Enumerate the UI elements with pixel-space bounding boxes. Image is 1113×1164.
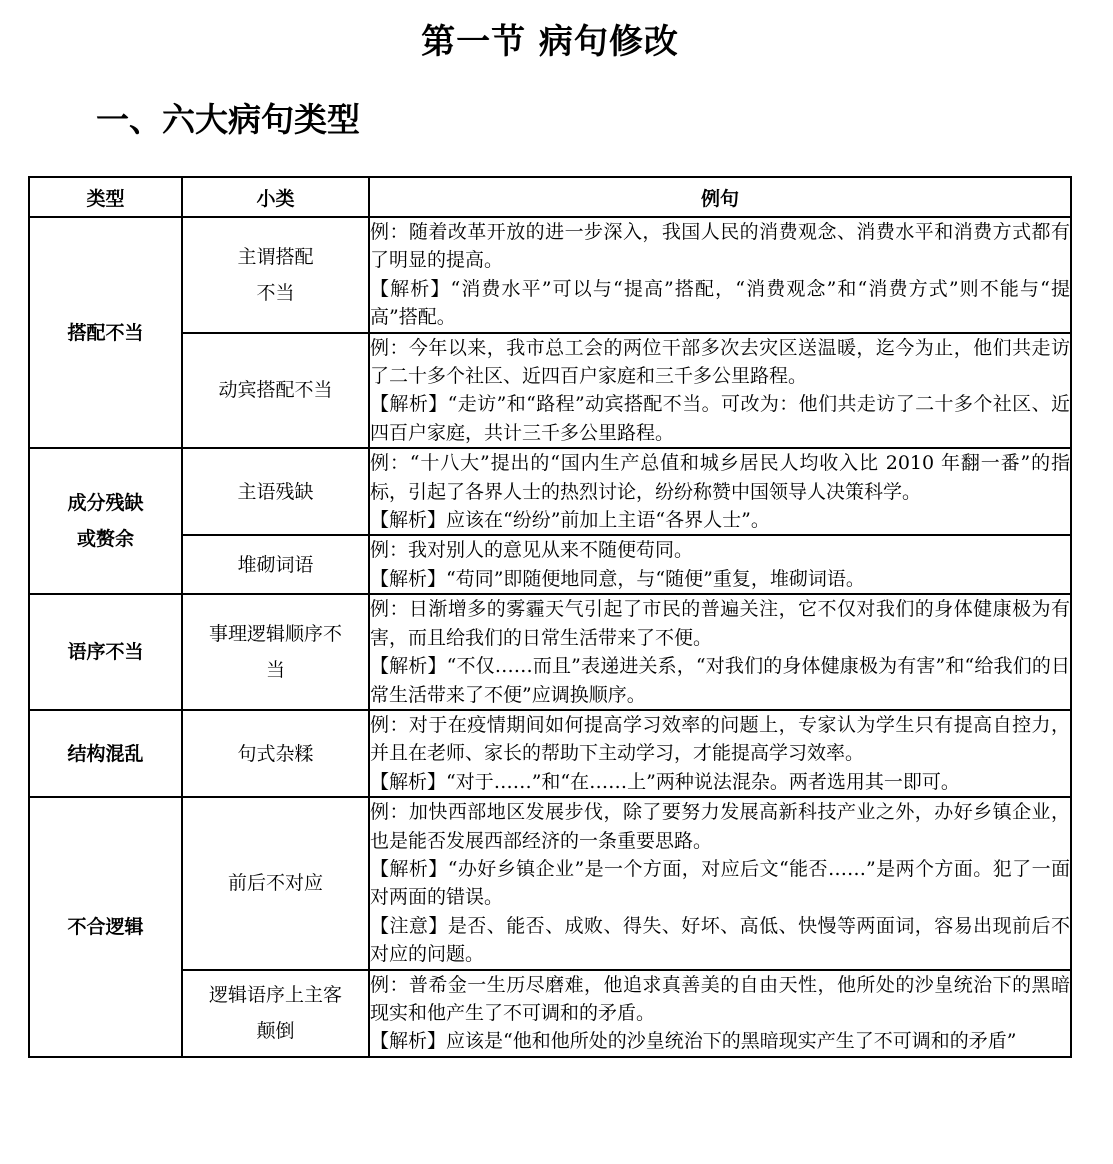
example-text: 例：今年以来，我市总工会的两位干部多次去灾区送温暖，迄今为止，他们共走访了二十多个社区、近四百户家庭和三千多公里路程。 (370, 336, 1070, 388)
type-label: 成分残缺 (67, 492, 144, 515)
subtype-label: 主谓搭配 (237, 245, 314, 268)
subtype-cell (182, 710, 369, 797)
subtype-cell (182, 217, 369, 333)
example-cell (369, 333, 1071, 449)
analysis-text: 【解析】“对于……”和“在……上”两种说法混杂。两者选用其一即可。 (370, 770, 960, 793)
subtype-cell (182, 797, 369, 969)
subtype-label: 前后不对应 (227, 872, 323, 895)
subtype-cell (182, 594, 369, 710)
example-cell (369, 970, 1071, 1057)
example-text: 例：对于在疫情期间如何提高学习效率的问题上，专家认为学生只有提高自控力，并且在老师、家长的帮助下主动学习，才能提高学习效率。 (370, 713, 1070, 765)
example-cell (369, 797, 1071, 969)
example-cell (369, 448, 1071, 535)
type-label: 语序不当 (67, 641, 144, 664)
table-row (29, 217, 1071, 333)
subtype-label: 句式杂糅 (237, 742, 314, 765)
type-cell (29, 710, 182, 797)
subtype-label: 堆砌词语 (237, 553, 314, 576)
subtype-label: 当 (265, 659, 285, 682)
example-cell (369, 535, 1071, 594)
example-cell (369, 594, 1071, 710)
analysis-text: 【解析】“苟同”即随便地同意，与“随便”重复，堆砌词语。 (370, 567, 865, 590)
type-label: 搭配不当 (67, 321, 144, 344)
sentence-error-table (28, 176, 1072, 1058)
type-label: 不合逻辑 (67, 915, 144, 938)
table-row (29, 710, 1071, 797)
subtype-label: 不当 (256, 281, 295, 304)
subtype-cell (182, 970, 369, 1057)
subtype-cell (182, 333, 369, 449)
example-text: 例：普希金一生历尽磨难，他追求真善美的自由天性，他所处的沙皇统治下的黑暗现实和他产生了不可调和的矛盾。 (370, 973, 1070, 1024)
example-text: 例：随着改革开放的进一步深入，我国人民的消费观念、消费水平和消费方式都有了明显的提高。 (370, 221, 1070, 272)
type-label: 结构混乱 (67, 742, 144, 765)
page-title: 第一节 病句修改 (421, 22, 679, 62)
analysis-text: 【解析】“办好乡镇企业”是一个方面，对应后文“能否……”是两个方面。犯了一面对两面的错误。 (370, 857, 1070, 909)
analysis-text: 【解析】“消费水平”可以与“提高”搭配，“消费观念”和“消费方式”则不能与“提高”搭配。 (370, 277, 1070, 329)
type-cell (29, 797, 182, 1057)
table-row (29, 594, 1071, 710)
subtype-label: 颠倒 (256, 1020, 295, 1043)
type-label: 或赘余 (76, 528, 134, 551)
table-row (29, 333, 1071, 449)
table-row (29, 448, 1071, 535)
example-text: 例：“十八大”提出的“国内生产总值和城乡居民人均收入比 2010 年翻一番”的指标，引起了各界人士的热烈讨论，纷纷称赞中国领导人决策科学。 (370, 452, 1070, 503)
header-subtype: 小类 (182, 177, 369, 217)
subtype-label: 事理逻辑顺序不 (208, 623, 342, 646)
type-cell (29, 594, 182, 710)
example-text: 例：我对别人的意见从来不随便苟同。 (370, 539, 694, 562)
type-cell (29, 448, 182, 594)
table-row (29, 970, 1071, 1057)
subtype-label: 主语残缺 (237, 480, 314, 503)
example-cell (369, 710, 1071, 797)
subtype-cell (182, 535, 369, 594)
subtype-cell (182, 448, 369, 535)
example-text: 例：日渐增多的雾霾天气引起了市民的普遍关注，它不仅对我们的身体健康极为有害，而且给我们的日常生活带来了不便。 (370, 598, 1070, 649)
subtype-label: 动宾搭配不当 (218, 379, 333, 402)
note-text: 【注意】是否、能否、成败、得失、好坏、高低、快慢等两面词，容易出现前后不对应的问题。 (370, 914, 1070, 966)
analysis-text: 【解析】“走访”和“路程”动宾搭配不当。可改为：他们共走访了二十多个社区、近四百户家庭，共计三千多公里路程。 (370, 393, 1070, 444)
example-cell (369, 217, 1071, 333)
analysis-text: 【解析】“不仅……而且”表递进关系，“对我们的身体健康极为有害”和“给我们的日常生活带来了不便”应调换顺序。 (370, 655, 1070, 706)
analysis-text: 【解析】应该在“纷纷”前加上主语“各界人士”。 (370, 509, 770, 532)
subtype-label: 逻辑语序上主客 (208, 984, 342, 1007)
analysis-text: 【解析】应该是“他和他所处的沙皇统治下的黑暗现实产生了不可调和的矛盾” (370, 1030, 1017, 1053)
example-text: 例：加快西部地区发展步伐，除了要努力发展高新科技产业之外，办好乡镇企业，也是能否发展西部经济的一条重要思路。 (370, 801, 1070, 852)
section-heading: 一、六大病句类型 (96, 100, 360, 139)
table-row (29, 797, 1071, 969)
table-row (29, 535, 1071, 594)
header-example: 例句 (369, 177, 1071, 217)
header-type: 类型 (29, 177, 182, 217)
table-header-row (29, 177, 1071, 217)
type-cell (29, 217, 182, 448)
